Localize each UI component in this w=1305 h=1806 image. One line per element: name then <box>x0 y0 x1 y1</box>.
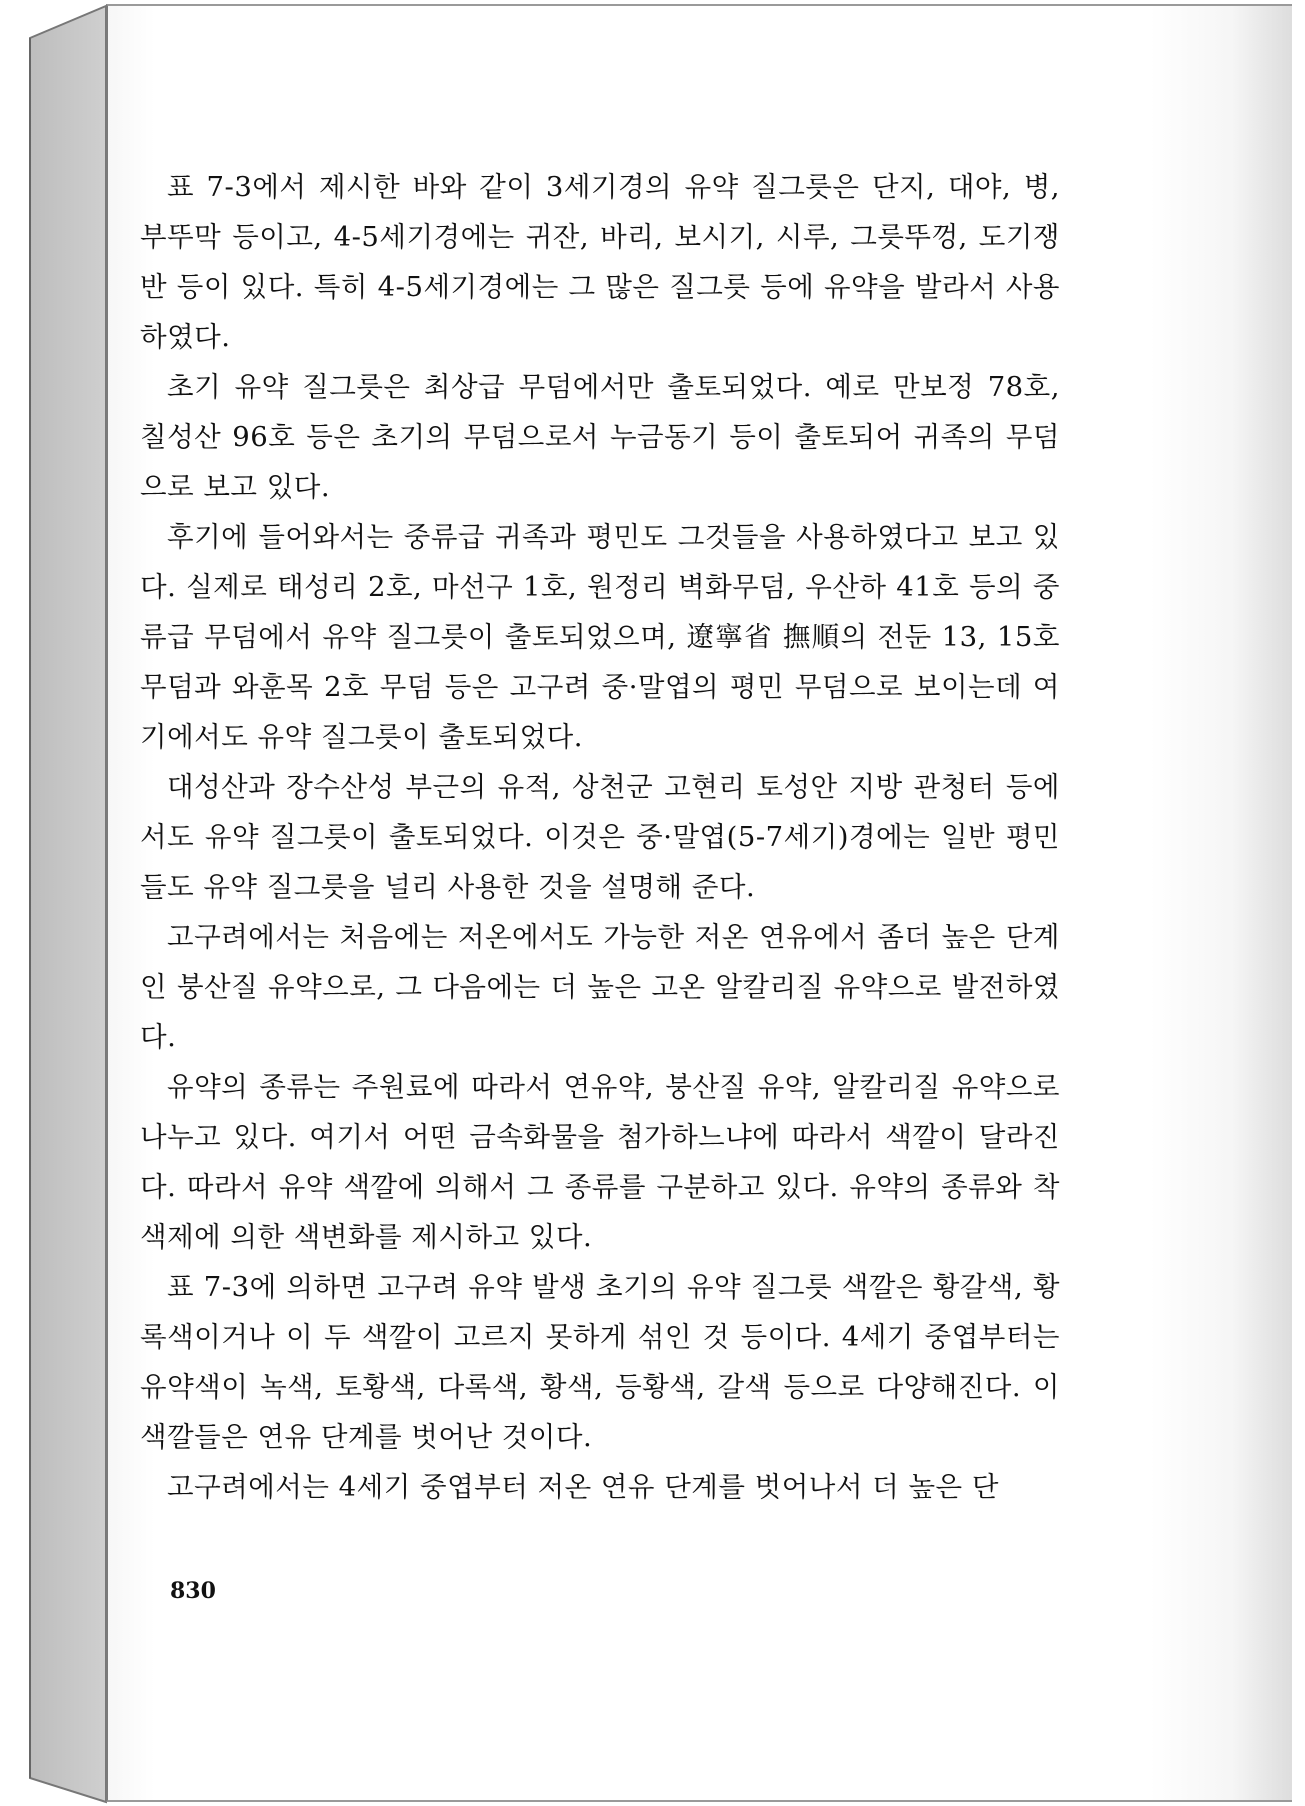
paragraph-2: 초기 유약 질그릇은 최상급 무덤에서만 출토되었다. 예로 만보정 78호, 칠성산 96호 등은 초기의 무덤으로서 누금동기 등이 출토되어 귀족의 무덤으로 보고 있다. <box>140 371 1060 503</box>
paragraph-1: 표 7-3에서 제시한 바와 같이 3세기경의 유약 질그릇은 단지, 대야, 병, 부뚜막 등이고, 4-5세기경에는 귀잔, 바리, 보시기, 시루, 그릇뚜껑, 도기쟁반 등이 있다. 특히 4-5세기경에는 그 많은 질그릇 등에 유약을 발라서 사용하였다. <box>140 171 1060 353</box>
page-edge-shadow <box>1232 6 1292 1800</box>
paragraph-8: 고구려에서는 4세기 중엽부터 저온 연유 단계를 벗어나서 더 높은 단 <box>167 1471 999 1503</box>
paragraph-4: 대성산과 장수산성 부근의 유적, 상천군 고현리 토성안 지방 관청터 등에서도 유약 질그릇이 출토되었다. 이것은 중·말엽(5-7세기)경에는 일반 평민들도 유약 질그릇을 널리 사용한 것을 설명해 준다. <box>140 771 1060 903</box>
page-number: 830 <box>170 1578 216 1604</box>
paragraph-6: 유약의 종류는 주원료에 따라서 연유약, 붕산질 유약, 알칼리질 유약으로 나누고 있다. 여기서 어떤 금속화물을 첨가하느냐에 따라서 색깔이 달라진다. 따라서 유약 색깔에 의해서 그 종류를 구분하고 있다. 유약의 종류와 착색제에 의한 색변화를 제시하고 있다. <box>140 1071 1060 1253</box>
paragraph-5: 고구려에서는 처음에는 저온에서도 가능한 저온 연유에서 좀더 높은 단계인 붕산질 유약으로, 그 다음에는 더 높은 고온 알칼리질 유약으로 발전하였다. <box>140 921 1060 1053</box>
paragraph-7: 표 7-3에 의하면 고구려 유약 발생 초기의 유약 질그릇 색깔은 황갈색, 황록색이거나 이 두 색깔이 고르지 못하게 섞인 것 등이다. 4세기 중엽부터는 유약색이 녹색, 토황색, 다록색, 황색, 등황색, 갈색 등으로 다양해진다. 이 색깔들은 연유 단계를 벗어난 것이다. <box>140 1271 1060 1453</box>
paragraph-3: 후기에 들어와서는 중류급 귀족과 평민도 그것들을 사용하였다고 보고 있다. 실제로 태성리 2호, 마선구 1호, 원정리 벽화무덤, 우산하 41호 등의 중류급 무덤에서 유약 질그릇이 출토되었으며, 遼寧省 撫順의 전둔 13, 15호 무덤과 와훈목 2호 무덤 등은 고구려 중·말엽의 평민 무덤으로 보이는데 여기에서도 유약 질그릇이 출토되었다. <box>140 521 1060 753</box>
body-text <box>140 162 1060 1512</box>
